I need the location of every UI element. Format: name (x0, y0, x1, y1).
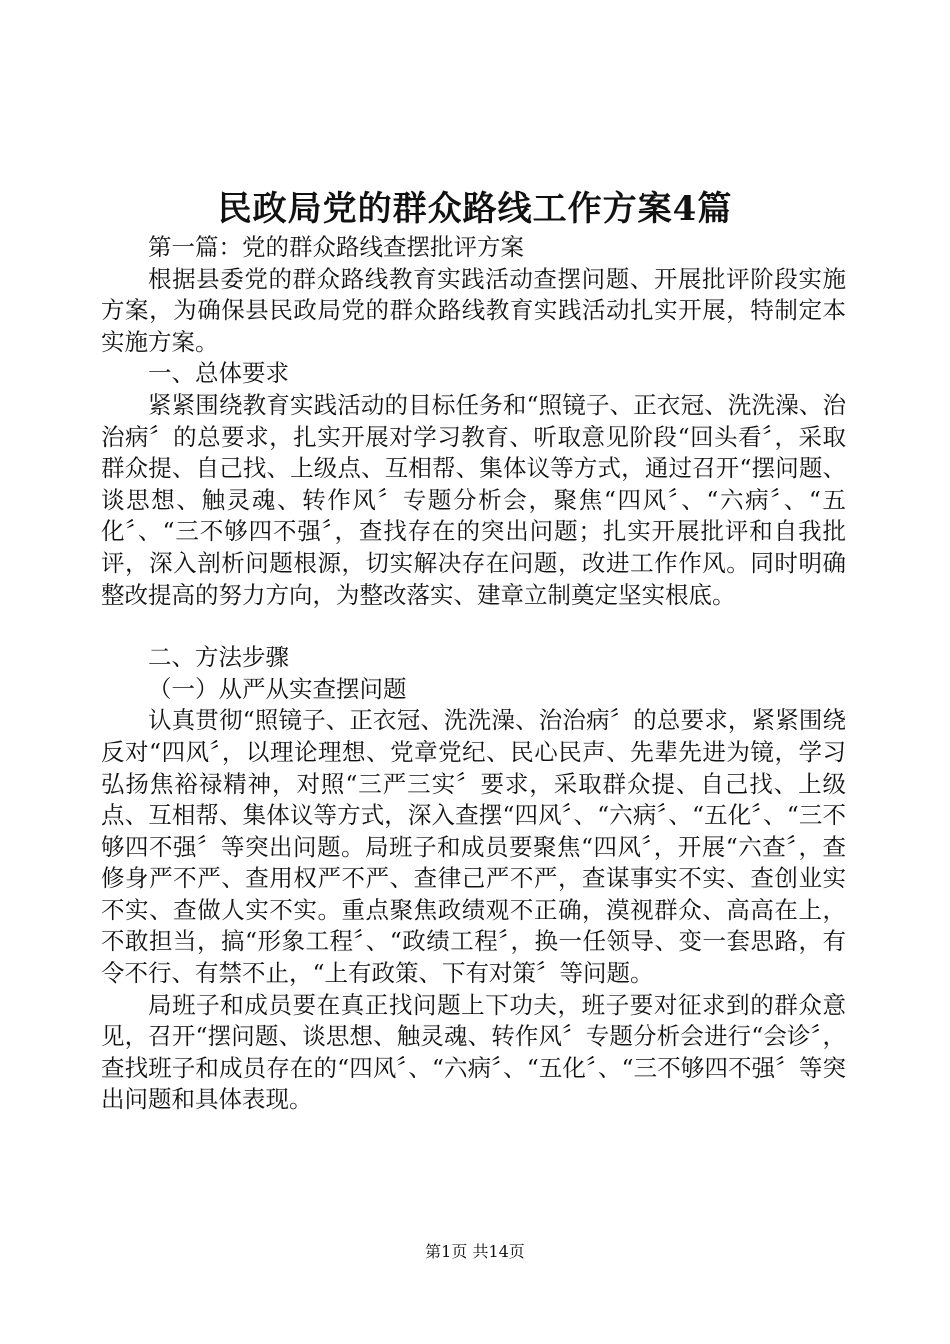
subsection-heading-find-problems: （一）从严从实查摆问题 (148, 674, 407, 703)
document-title: 民政局党的群众路线工作方案4篇 (217, 189, 733, 229)
section-heading-methods-steps: 二、方法步骤 (148, 643, 289, 672)
page-footer: 第1页 共14页 (425, 1242, 525, 1261)
section-heading-part-one: 第一篇：党的群众路线查摆批评方案 (148, 233, 524, 261)
leadership-paragraph: 局班子和成员要在真正找问题上下功夫，班子要对征求到的群众意见，召开“摆问题、谈思想、触灵魂、转作风〞专题分析会进行“会诊〞，查找班子和成员存在的“四风〞、“六病〞、“五化〞、“三不够四不强〞等突出问题和具体表现。 (101, 990, 846, 1114)
general-requirements-paragraph: 紧紧围绕教育实践活动的目标任务和“照镜子、正衣冠、洗洗澡、治治病〞的总要求，扎实开展对学习教育、听取意见阶段“回头看〞，采取群众提、自己找、上级点、互相帮、集体议等方式，通过召开“摆问题、谈思想、触灵魂、转作风〞专题分析会，聚焦“四风〞、“六病〞、“五化〞、“三不够四不强〞，查找存在的突出问题；扎实开展批评和自我批评，深入剖析问题根源，切实解决存在问题，改进工作作风。同时明确整改提高的努力方向，为整改落实、建章立制奠定坚实根底。 (101, 390, 846, 609)
section-heading-general-requirements: 一、总体要求 (148, 359, 289, 388)
document-body (101, 232, 846, 1116)
intro-paragraph: 根据县委党的群众路线教育实践活动查摆问题、开展批评阶段实施方案，为确保县民政局党的群众路线教育实践活动扎实开展，特制定本实施方案。 (101, 264, 846, 356)
find-problems-paragraph: 认真贯彻“照镜子、正衣冠、洗洗澡、治治病〞的总要求，紧紧围绕反对“四风〞，以理论理想、党章党纪、民心民声、先辈先进为镜，学习弘扬焦裕禄精神，对照“三严三实〞要求，采取群众提、自己找、上级点、互相帮、集体议等方式，深入查摆“四风〞、“六病〞、“五化〞、“三不够四不强〞等突出问题。局班子和成员要聚焦“四风〞，开展“六查〞，查修身严不严、查用权严不严、查律己严不严，查谋事实不实、查创业实不实、查做人实不实。重点聚焦政绩观不正确，漠视群众、高高在上，不敢担当，搞“形象工程〞、“政绩工程〞，换一任领导、变一套思路，有令不行、有禁不止，“上有政策、下有对策〞等问题。 (101, 706, 846, 988)
